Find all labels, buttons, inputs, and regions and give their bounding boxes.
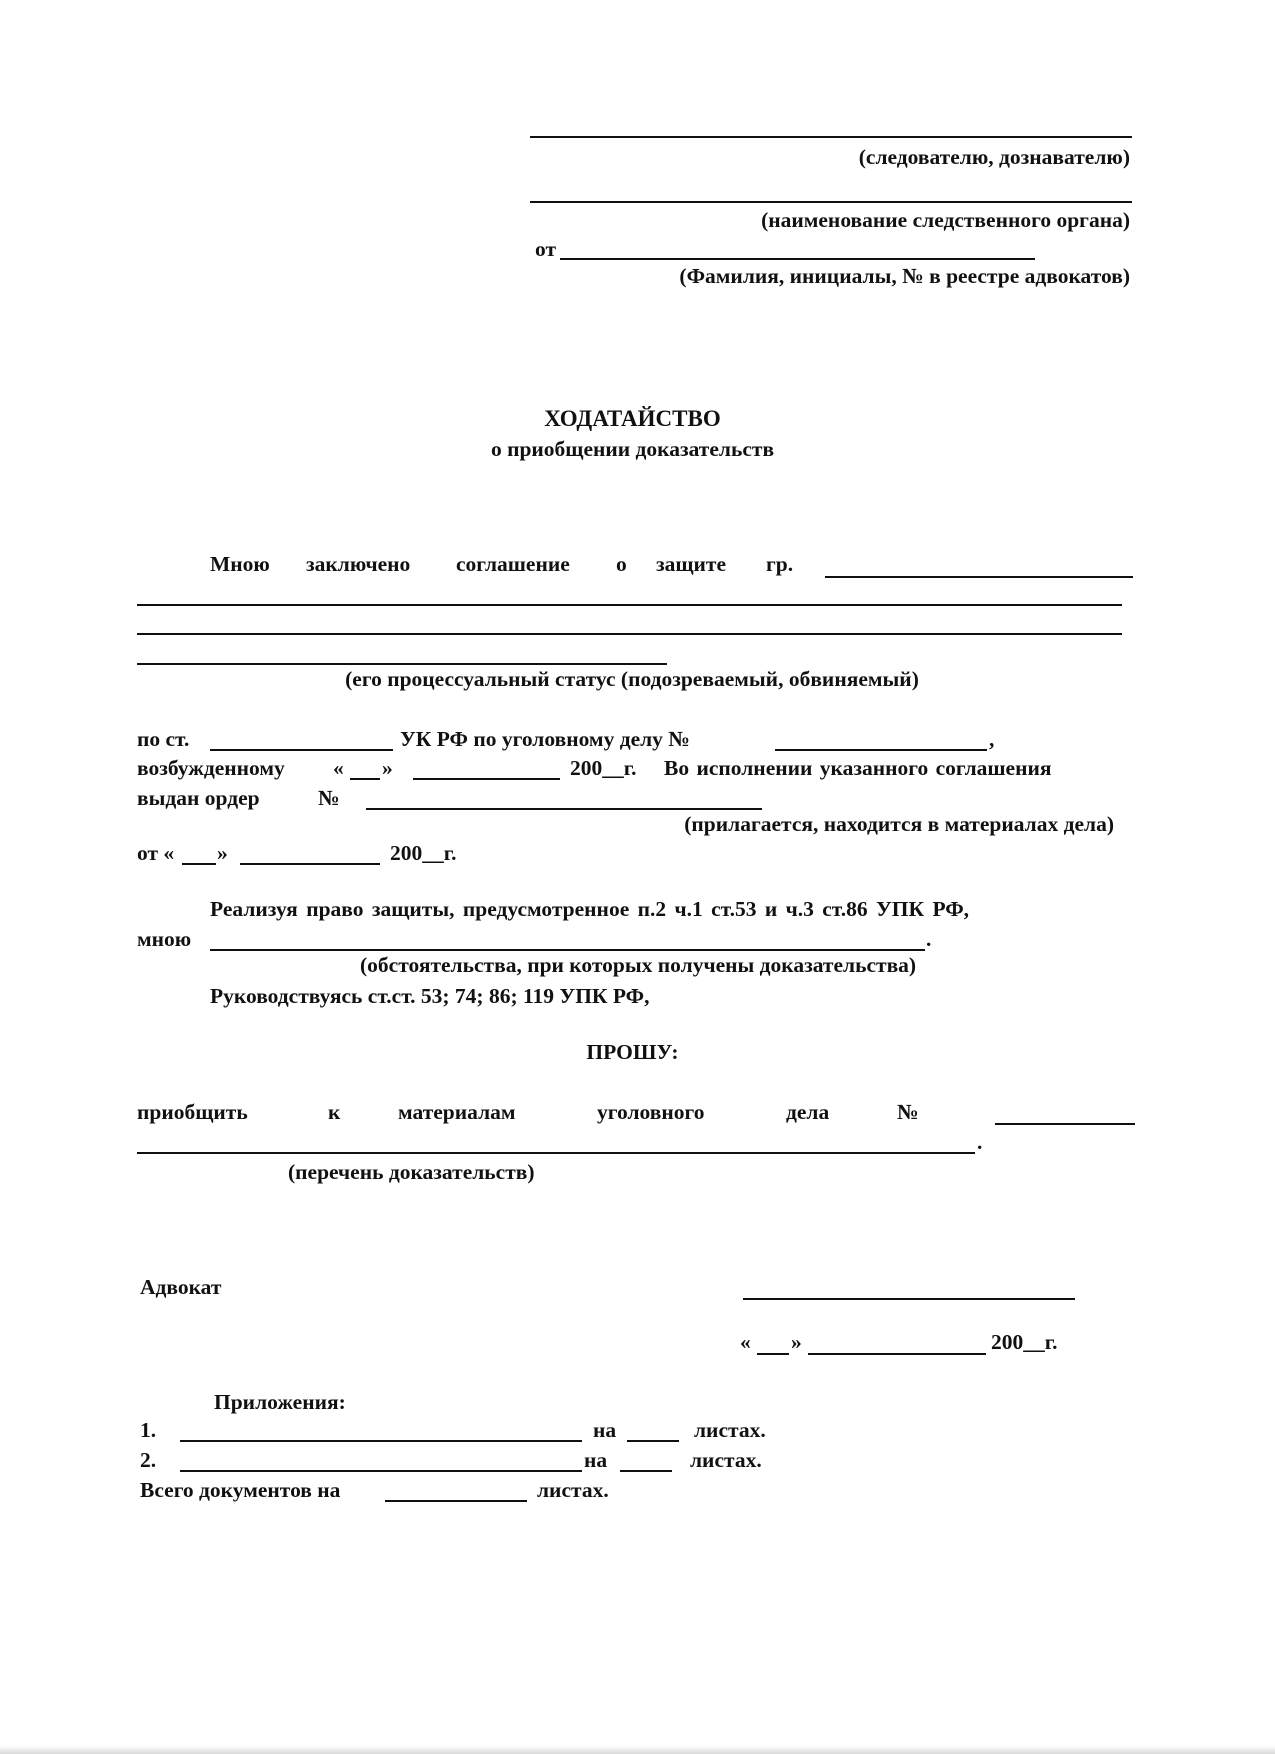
quote-open: « bbox=[333, 756, 344, 780]
year-field: 200__г. bbox=[570, 756, 637, 780]
request-word: приобщить bbox=[137, 1100, 248, 1124]
sign-month-line bbox=[808, 1353, 986, 1355]
advocate-label: Адвокат bbox=[140, 1275, 222, 1299]
attachment-on-label: на bbox=[584, 1448, 608, 1472]
attachment-title-line bbox=[180, 1470, 582, 1472]
case-comma: , bbox=[989, 727, 995, 751]
agreement-word: о bbox=[616, 552, 627, 576]
organ-caption: (наименование следственного органа) bbox=[761, 208, 1130, 232]
sign-date-close: » bbox=[791, 1330, 802, 1354]
document-subtitle: о приобщении доказательств bbox=[490, 437, 775, 461]
circumstances-line bbox=[210, 949, 925, 951]
attachment-sheet-count-line bbox=[627, 1440, 679, 1442]
client-fill-line-3 bbox=[137, 663, 667, 665]
attachment-sheets-label: листах. bbox=[690, 1448, 762, 1472]
circumstances-caption: (обстоятельства, при которых получены доказательства) bbox=[360, 953, 917, 977]
total-sheets-line bbox=[385, 1500, 527, 1502]
agreement-word: заключено bbox=[306, 552, 411, 576]
agreement-word: Мною bbox=[210, 552, 270, 576]
order-number-sign: № bbox=[318, 786, 340, 810]
total-sheets-label: листах. bbox=[537, 1478, 609, 1502]
sender-caption: (Фамилия, инициалы, № в реестре адвокатов) bbox=[679, 264, 1130, 288]
from-label: от bbox=[535, 237, 557, 261]
article-label: по ст. bbox=[137, 727, 190, 751]
signature-line bbox=[743, 1298, 1075, 1300]
rights-text: Реализуя право защиты, предусмотренное п.2 ч.1 ст.53 и ч.3 ст.86 УПК РФ, bbox=[210, 897, 970, 921]
evidence-caption: (перечень доказательств) bbox=[288, 1160, 535, 1184]
order-year-field: 200__г. bbox=[390, 841, 457, 865]
request-word: к bbox=[328, 1100, 341, 1124]
case-number-line bbox=[775, 749, 987, 751]
order-date-close: » bbox=[217, 841, 228, 865]
request-word: № bbox=[897, 1100, 919, 1124]
attachment-number: 2. bbox=[140, 1448, 157, 1472]
initiated-label: возбужденному bbox=[137, 756, 285, 780]
order-date-open: от « bbox=[137, 841, 175, 865]
evidence-list-line bbox=[137, 1152, 975, 1154]
order-day-line bbox=[182, 863, 216, 865]
order-caption: (прилагается, находится в материалах дела) bbox=[684, 812, 1114, 836]
recipient-caption: (следователю, дознавателю) bbox=[858, 145, 1130, 169]
total-documents-label: Всего документов на bbox=[140, 1478, 341, 1502]
day-line bbox=[350, 778, 380, 780]
agreement-word: гр. bbox=[766, 552, 794, 576]
circumstances-period: . bbox=[926, 927, 932, 951]
sign-date-open: « bbox=[740, 1330, 751, 1354]
by-me-label: мною bbox=[137, 927, 192, 951]
month-line bbox=[413, 778, 560, 780]
request-word: уголовного bbox=[597, 1100, 705, 1124]
agreement-word: соглашение bbox=[456, 552, 570, 576]
attachment-title-line bbox=[180, 1440, 582, 1442]
guided-by-text: Руководствуясь ст.ст. 53; 74; 86; 119 УПК РФ, bbox=[210, 984, 650, 1008]
attachment-on-label: на bbox=[593, 1418, 617, 1442]
sign-day-line bbox=[757, 1353, 789, 1355]
execution-text: Во исполнении указанного соглашения bbox=[664, 756, 1052, 780]
attachment-sheets-label: листах. bbox=[694, 1418, 766, 1442]
client-fill-line-2 bbox=[137, 633, 1122, 635]
article-line bbox=[210, 749, 393, 751]
order-number-line bbox=[366, 808, 762, 810]
status-caption: (его процессуальный статус (подозреваемый, обвиняемый) bbox=[345, 667, 919, 691]
order-label: выдан ордер bbox=[137, 786, 260, 810]
client-name-line bbox=[825, 576, 1133, 578]
request-word: материалам bbox=[398, 1100, 516, 1124]
organ-line bbox=[530, 201, 1132, 203]
sign-year-field: 200__г. bbox=[991, 1330, 1058, 1354]
client-fill-line-1 bbox=[137, 604, 1122, 606]
agreement-word: защите bbox=[656, 552, 727, 576]
quote-close: » bbox=[382, 756, 393, 780]
attachment-sheet-count-line bbox=[620, 1470, 672, 1472]
order-month-line bbox=[240, 863, 380, 865]
request-case-number-line bbox=[995, 1123, 1135, 1125]
criminal-case-label: УК РФ по уголовному делу № bbox=[400, 727, 690, 751]
sender-line bbox=[560, 258, 1035, 260]
attachment-number: 1. bbox=[140, 1418, 157, 1442]
attachments-heading: Приложения: bbox=[214, 1390, 346, 1414]
request-heading: ПРОШУ: bbox=[586, 1040, 679, 1064]
scan-edge bbox=[0, 1746, 1275, 1754]
recipient-line bbox=[530, 136, 1132, 138]
evidence-period: . bbox=[977, 1130, 983, 1154]
request-word: дела bbox=[786, 1100, 830, 1124]
document-title: ХОДАТАЙСТВО bbox=[544, 406, 721, 431]
